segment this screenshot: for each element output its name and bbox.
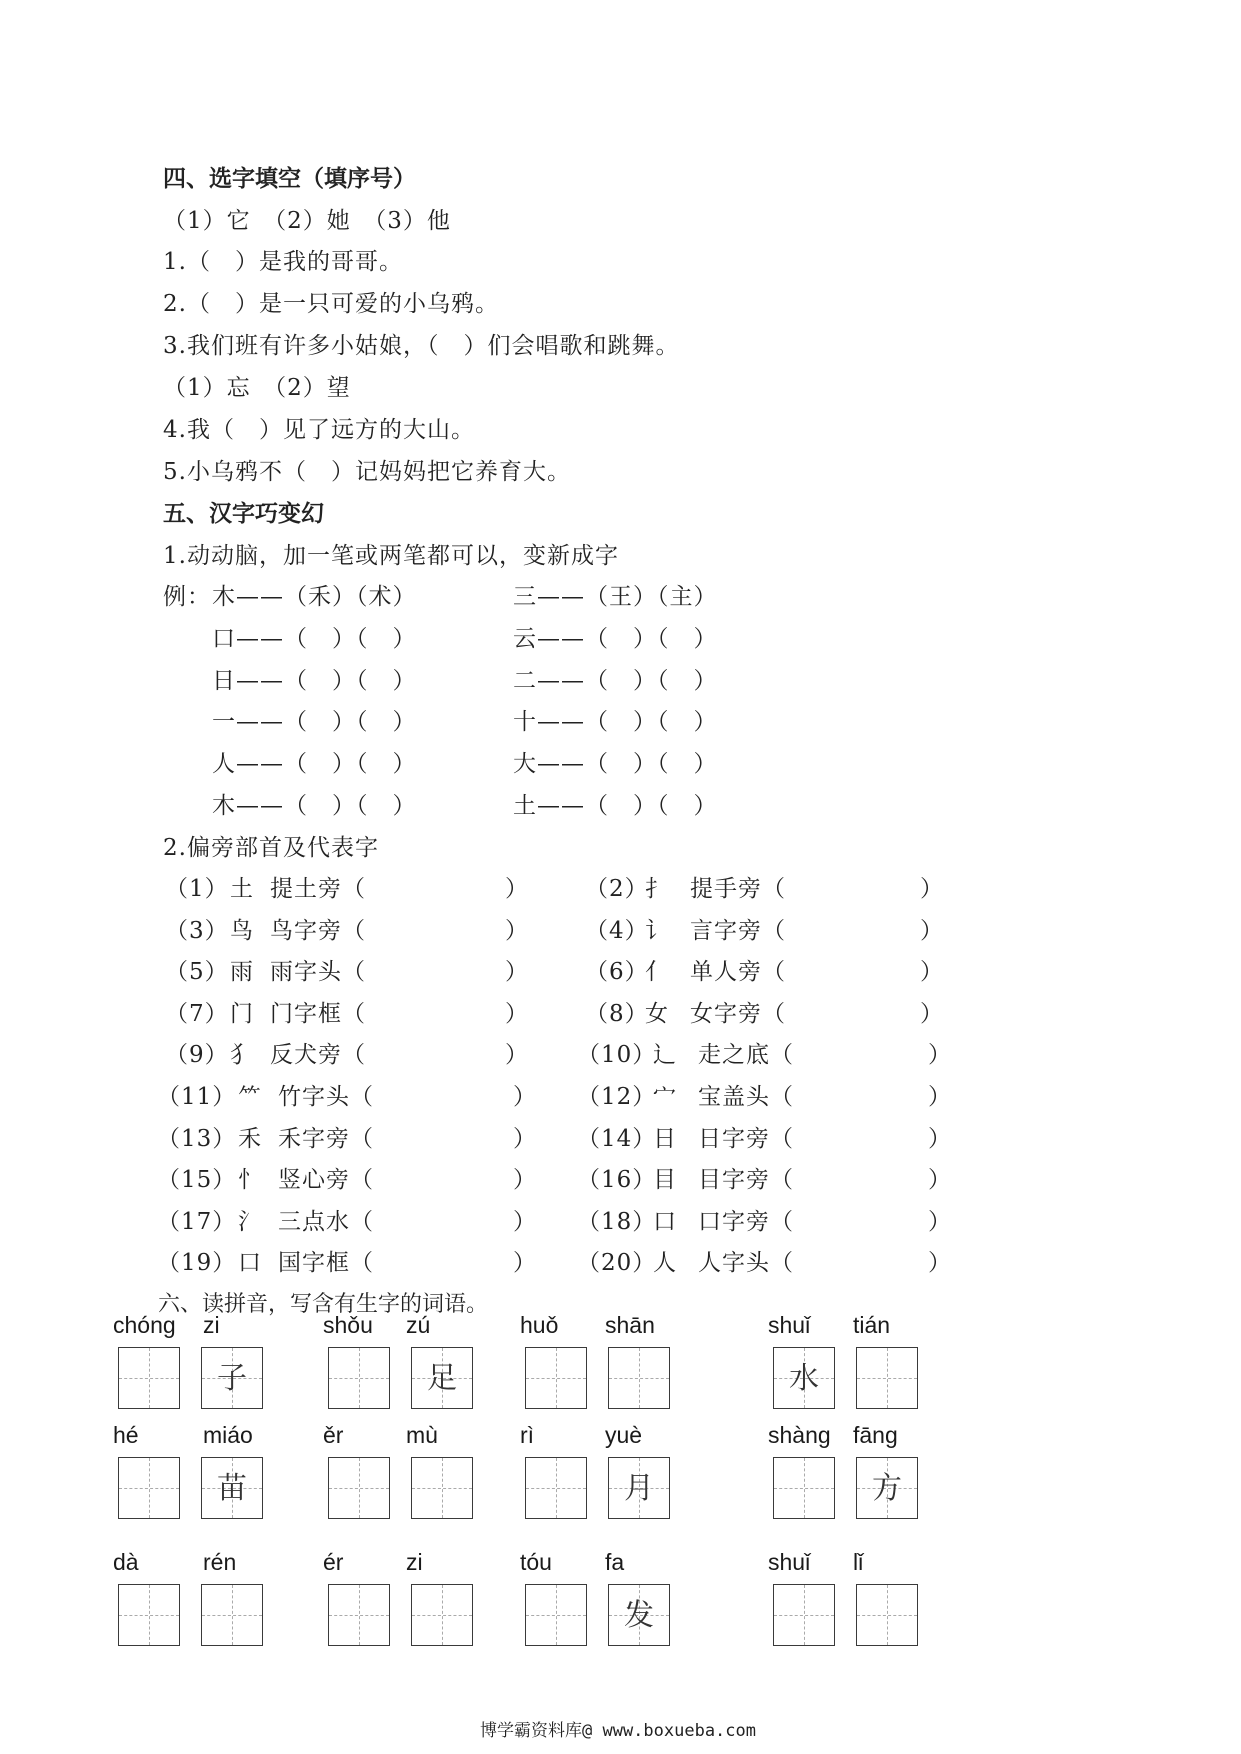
pinyin-syllable: rì — [520, 1422, 535, 1448]
writing-grid-box[interactable] — [608, 1347, 670, 1409]
radical-number: （15） — [157, 1167, 237, 1193]
writing-grid-box[interactable] — [856, 1457, 918, 1519]
radical-name: 国字框（ — [278, 1250, 374, 1276]
writing-grid-box[interactable] — [856, 1347, 918, 1409]
grid-guide-vertical — [887, 1348, 888, 1408]
writing-grid-box[interactable] — [525, 1457, 587, 1519]
grid-guide-vertical — [149, 1585, 150, 1645]
radical-glyph: 鸟 — [230, 918, 254, 944]
radical-glyph: 门 — [230, 1001, 254, 1027]
pinyin-syllable: ěr — [323, 1422, 344, 1448]
given-character: 苗 — [217, 1471, 247, 1506]
transform-row-left: 日——（ ）（ ） — [212, 668, 417, 694]
grid-guide-vertical — [804, 1458, 805, 1518]
writing-grid-box[interactable] — [411, 1584, 473, 1646]
pinyin-syllable: fāng — [853, 1422, 898, 1448]
writing-grid-box[interactable] — [201, 1457, 263, 1519]
transform-row-left: 木——（ ）（ ） — [212, 793, 417, 819]
pinyin-syllable: lǐ — [853, 1549, 864, 1575]
radical-number: （5） — [165, 959, 229, 985]
radical-answer-close: ） — [928, 1209, 952, 1235]
radical-answer-close: ） — [505, 959, 529, 985]
radical-glyph: 讠 — [645, 918, 669, 944]
section4-question-1: 1.（ ）是我的哥哥。 — [163, 249, 403, 275]
radical-number: （3） — [165, 918, 229, 944]
pinyin-syllable: miáo — [203, 1422, 253, 1448]
grid-guide-vertical — [359, 1348, 360, 1408]
given-character: 足 — [427, 1361, 457, 1396]
grid-guide-vertical — [149, 1348, 150, 1408]
radical-answer-close: ） — [920, 959, 944, 985]
radical-number: （6） — [585, 959, 649, 985]
pinyin-syllable: tián — [853, 1312, 891, 1338]
grid-guide-vertical — [359, 1458, 360, 1518]
radical-number: （19） — [157, 1250, 237, 1276]
radical-glyph: ⺮ — [238, 1084, 262, 1110]
radical-glyph: 扌 — [645, 876, 669, 902]
radical-name: 提手旁（ — [690, 876, 786, 902]
radical-answer-close: ） — [928, 1250, 952, 1276]
pinyin-syllable: huǒ — [520, 1312, 559, 1338]
writing-grid-box[interactable] — [328, 1584, 390, 1646]
radical-glyph: 辶 — [653, 1042, 677, 1068]
radical-number: （14） — [577, 1126, 657, 1152]
given-character: 发 — [624, 1598, 654, 1633]
radical-number: （12） — [577, 1084, 657, 1110]
section4-title: 四、选字填空（填序号） — [163, 166, 416, 192]
radical-answer-close: ） — [920, 1001, 944, 1027]
transform-row-right: 大——（ ）（ ） — [513, 751, 718, 777]
radical-number: （16） — [577, 1167, 657, 1193]
radical-number: （11） — [157, 1084, 237, 1110]
radical-glyph: 口 — [238, 1250, 262, 1276]
grid-guide-vertical — [359, 1585, 360, 1645]
pinyin-syllable: yuè — [605, 1422, 643, 1448]
radical-glyph: 犭 — [230, 1042, 254, 1068]
section4-question-3: 3.我们班有许多小姑娘，（ ）们会唱歌和跳舞。 — [163, 333, 680, 359]
radical-glyph: 禾 — [238, 1126, 262, 1152]
radical-number: （9） — [165, 1042, 229, 1068]
writing-grid-box[interactable] — [411, 1457, 473, 1519]
radical-answer-close: ） — [505, 1001, 529, 1027]
pinyin-syllable: shuǐ — [768, 1312, 811, 1338]
radical-name: 竹字头（ — [278, 1084, 374, 1110]
pinyin-syllable: mù — [406, 1422, 438, 1448]
writing-grid-box[interactable] — [773, 1457, 835, 1519]
section5-sub2: 2.偏旁部首及代表字 — [163, 835, 379, 861]
radical-glyph: 口 — [653, 1209, 677, 1235]
radical-name: 宝盖头（ — [698, 1084, 794, 1110]
writing-grid-box[interactable] — [118, 1347, 180, 1409]
pinyin-syllable: zú — [406, 1312, 431, 1338]
writing-grid-box[interactable] — [328, 1347, 390, 1409]
radical-name: 三点水（ — [278, 1209, 374, 1235]
writing-grid-box[interactable] — [608, 1457, 670, 1519]
pinyin-syllable: shǒu — [323, 1312, 373, 1338]
example-prefix: 例： — [163, 584, 211, 610]
pinyin-syllable: rén — [203, 1549, 237, 1575]
writing-grid-box[interactable] — [773, 1584, 835, 1646]
transform-row-left: 口——（ ）（ ） — [212, 626, 417, 652]
radical-answer-close: ） — [513, 1084, 537, 1110]
radical-name: 单人旁（ — [690, 959, 786, 985]
radical-answer-close: ） — [513, 1167, 537, 1193]
radical-answer-close: ） — [920, 918, 944, 944]
writing-grid-box[interactable] — [773, 1347, 835, 1409]
pinyin-syllable: dà — [113, 1549, 139, 1575]
writing-grid-box[interactable] — [118, 1584, 180, 1646]
pinyin-syllable: shàng — [768, 1422, 831, 1448]
radical-number: （20） — [577, 1250, 657, 1276]
transform-row-right: 土——（ ）（ ） — [513, 793, 718, 819]
transform-row-right: 二——（ ）（ ） — [513, 668, 718, 694]
radical-name: 禾字旁（ — [278, 1126, 374, 1152]
radical-name: 口字旁（ — [698, 1209, 794, 1235]
radical-answer-close: ） — [920, 876, 944, 902]
radical-name: 门字框（ — [270, 1001, 366, 1027]
radical-name: 女字旁（ — [690, 1001, 786, 1027]
writing-grid-box[interactable] — [411, 1347, 473, 1409]
writing-grid-box[interactable] — [118, 1457, 180, 1519]
grid-guide-vertical — [804, 1585, 805, 1645]
pinyin-syllable: ér — [323, 1549, 344, 1575]
radical-answer-close: ） — [505, 876, 529, 902]
radical-glyph: 人 — [653, 1250, 677, 1276]
radical-name: 反犬旁（ — [270, 1042, 366, 1068]
given-character: 方 — [872, 1471, 902, 1506]
section4-options-1: （1）它 （2）她 （3）他 — [163, 208, 451, 234]
radical-number: （4） — [585, 918, 649, 944]
radical-answer-close: ） — [928, 1084, 952, 1110]
radical-answer-close: ） — [505, 918, 529, 944]
grid-guide-vertical — [556, 1458, 557, 1518]
given-character: 月 — [624, 1471, 654, 1506]
transform-row-left: 人——（ ）（ ） — [212, 751, 417, 777]
radical-name: 雨字头（ — [270, 959, 366, 985]
grid-guide-vertical — [442, 1585, 443, 1645]
radical-name: 提土旁（ — [270, 876, 366, 902]
radical-answer-close: ） — [928, 1042, 952, 1068]
radical-answer-close: ） — [505, 1042, 529, 1068]
radical-glyph: 亻 — [645, 959, 669, 985]
pinyin-syllable: chóng — [113, 1312, 176, 1338]
radical-glyph: 女 — [645, 1001, 669, 1027]
section6-title: 六、读拼音，写含有生字的词语。 — [158, 1292, 489, 1317]
section4-question-2: 2.（ ）是一只可爱的小乌鸦。 — [163, 291, 499, 317]
radical-answer-close: ） — [928, 1167, 952, 1193]
radical-number: （2） — [585, 876, 649, 902]
writing-grid-box[interactable] — [201, 1584, 263, 1646]
pinyin-syllable: zi — [203, 1312, 220, 1338]
grid-guide-vertical — [887, 1585, 888, 1645]
grid-guide-vertical — [149, 1458, 150, 1518]
section4-options-2: （1）忘 （2）望 — [163, 375, 351, 401]
transform-row-right: 三——（王）（主） — [513, 584, 718, 610]
radical-glyph: 忄 — [238, 1167, 262, 1193]
pinyin-syllable: shuǐ — [768, 1549, 811, 1575]
writing-grid-box[interactable] — [608, 1584, 670, 1646]
writing-grid-box[interactable] — [525, 1584, 587, 1646]
writing-grid-box[interactable] — [856, 1584, 918, 1646]
writing-grid-box[interactable] — [201, 1347, 263, 1409]
transform-row-right: 十——（ ）（ ） — [513, 709, 718, 735]
grid-guide-vertical — [232, 1585, 233, 1645]
radical-glyph: 宀 — [653, 1084, 677, 1110]
radical-number: （7） — [165, 1001, 229, 1027]
radical-number: （13） — [157, 1126, 237, 1152]
radical-glyph: 氵 — [238, 1209, 262, 1235]
transform-row-left: 一——（ ）（ ） — [212, 709, 417, 735]
radical-name: 竖心旁（ — [278, 1167, 374, 1193]
radical-number: （18） — [577, 1209, 657, 1235]
given-character: 子 — [217, 1361, 247, 1396]
section5-title: 五、汉字巧变幻 — [163, 501, 324, 527]
given-character: 水 — [789, 1361, 819, 1396]
radical-name: 目字旁（ — [698, 1167, 794, 1193]
writing-grid-box[interactable] — [525, 1347, 587, 1409]
section4-question-4: 4.我（ ）见了远方的大山。 — [163, 417, 475, 443]
radical-number: （8） — [585, 1001, 649, 1027]
radical-name: 日字旁（ — [698, 1126, 794, 1152]
transform-row-right: 云——（ ）（ ） — [513, 626, 718, 652]
grid-guide-vertical — [442, 1458, 443, 1518]
radical-name: 鸟字旁（ — [270, 918, 366, 944]
radical-glyph: 目 — [653, 1167, 677, 1193]
radical-answer-close: ） — [513, 1126, 537, 1152]
writing-grid-box[interactable] — [328, 1457, 390, 1519]
pinyin-syllable: shān — [605, 1312, 655, 1338]
grid-guide-vertical — [556, 1348, 557, 1408]
pinyin-syllable: zi — [406, 1549, 423, 1575]
pinyin-syllable: hé — [113, 1422, 139, 1448]
radical-name: 人字头（ — [698, 1250, 794, 1276]
section4-question-5: 5.小乌鸦不（ ）记妈妈把它养育大。 — [163, 459, 571, 485]
radical-number: （1） — [165, 876, 229, 902]
radical-answer-close: ） — [513, 1250, 537, 1276]
radical-answer-close: ） — [513, 1209, 537, 1235]
radical-number: （10） — [577, 1042, 657, 1068]
pinyin-syllable: fa — [605, 1549, 625, 1575]
footer-watermark: 博学霸资料库@ www.boxueba.com — [480, 1721, 756, 1741]
radical-number: （17） — [157, 1209, 237, 1235]
radical-answer-close: ） — [928, 1126, 952, 1152]
radical-name: 走之底（ — [698, 1042, 794, 1068]
grid-guide-vertical — [556, 1585, 557, 1645]
section5-sub1: 1.动动脑，加一笔或两笔都可以，变新成字 — [163, 543, 619, 569]
radical-glyph: 日 — [653, 1126, 677, 1152]
transform-row-left: 木——（禾）（术） — [212, 584, 417, 610]
radical-glyph: 土 — [230, 876, 254, 902]
radical-glyph: 雨 — [230, 959, 254, 985]
radical-name: 言字旁（ — [690, 918, 786, 944]
pinyin-syllable: tóu — [520, 1549, 552, 1575]
grid-guide-vertical — [639, 1348, 640, 1408]
